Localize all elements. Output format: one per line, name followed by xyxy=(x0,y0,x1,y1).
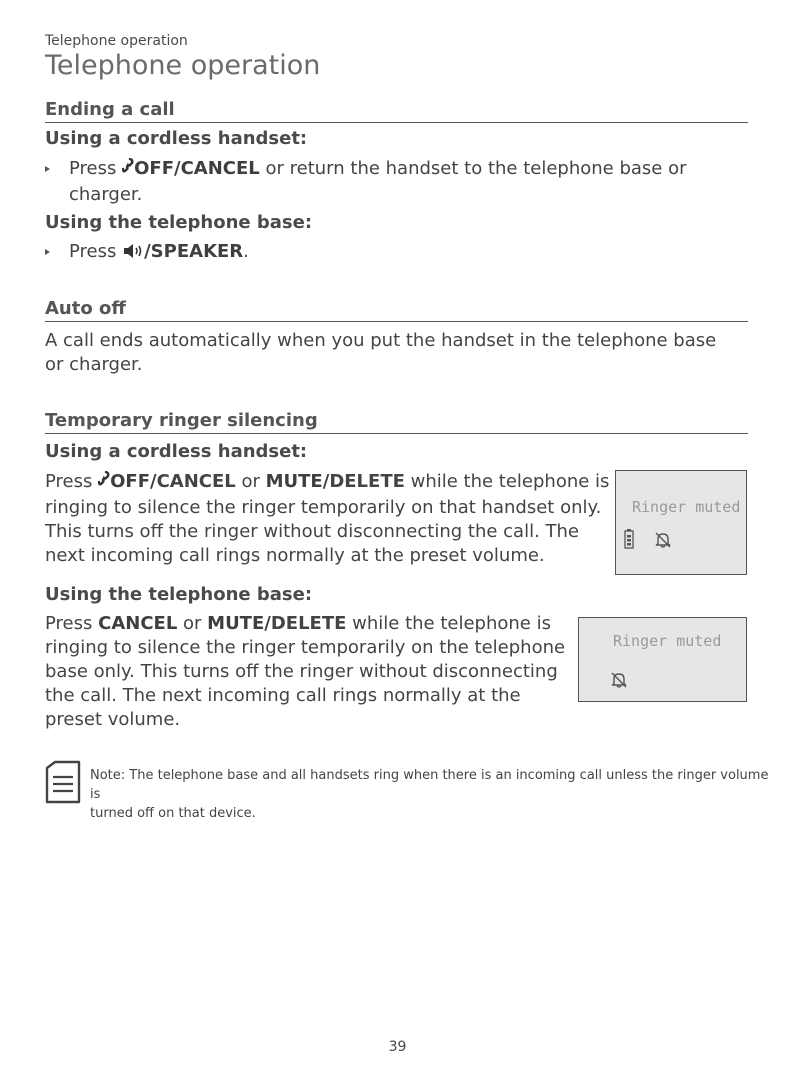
base-lcd-screen xyxy=(578,617,747,702)
speaker-icon xyxy=(122,242,144,266)
subhead-base-ringer: Using the telephone base: xyxy=(45,584,313,605)
page-title: Telephone operation xyxy=(45,50,321,81)
subhead-base: Using the telephone base: xyxy=(45,212,313,233)
note-text: Note: The telephone base and all handsets ring when there is an incoming call unless the ringer volume is turned off on that device. xyxy=(90,768,769,821)
lcd-ringer-muted-text: Ringer muted xyxy=(613,632,722,650)
bullet-base-end-call: Press /SPEAKER. xyxy=(45,240,748,266)
section-title-auto-off: Auto off xyxy=(45,298,748,322)
ringer-off-icon xyxy=(654,531,672,553)
subhead-handset-ringer: Using a cordless handset: xyxy=(45,441,308,462)
speaker-key-label: /SPEAKER xyxy=(144,241,244,262)
handset-lcd-screen xyxy=(615,470,747,575)
section-title-ringer-silencing: Temporary ringer silencing xyxy=(45,410,748,434)
auto-off-text: A call ends automatically when you put the handset in the telephone base or charger. xyxy=(45,330,717,375)
bullet-handset-end-call: Press OFF/CANCEL or return the handset to the telephone base or charger. xyxy=(45,157,748,207)
off-cancel-key-label: OFF/CANCEL xyxy=(134,158,260,179)
lcd-ringer-muted-text: Ringer muted xyxy=(632,498,741,516)
page-number: 39 xyxy=(388,1039,407,1055)
battery-icon xyxy=(624,529,634,553)
phone-off-icon xyxy=(98,471,110,496)
running-head: Telephone operation xyxy=(45,33,188,49)
bullet-marker-icon xyxy=(45,166,50,172)
note-icon xyxy=(45,760,81,808)
subhead-handset: Using a cordless handset: xyxy=(45,128,308,149)
base-ringer-text: Press CANCEL or MUTE/DELETE while the telephone is ringing to silence the ringer temporarily on the telephone base only. This turns off the ringer without disconnecting the call. The next incoming call rings normally at the preset volume. xyxy=(45,613,566,730)
bullet-marker-icon xyxy=(45,249,50,255)
section-title-ending-call: Ending a call xyxy=(45,99,748,123)
phone-off-icon xyxy=(122,158,134,183)
ringer-off-icon xyxy=(610,671,628,693)
handset-ringer-text: Press OFF/CANCEL or MUTE/DELETE while the telephone is ringing to silence the ringer temporarily on that handset only. This turns off the ringer without disconnecting the call. The next incoming call rings normally at the preset volume. xyxy=(45,471,610,566)
